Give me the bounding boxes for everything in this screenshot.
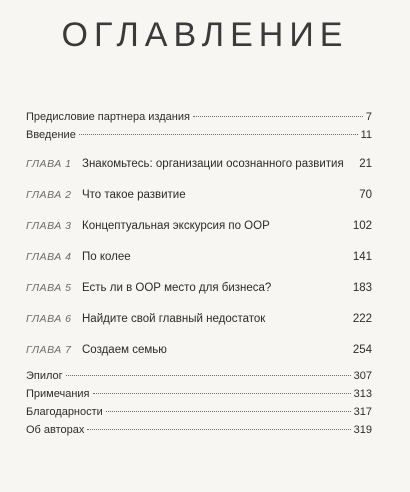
chapter-page: 222 (352, 313, 372, 325)
toc-chapter-7 (26, 343, 372, 357)
toc-entry-page: 7 (365, 111, 372, 123)
chapter-page: 21 (359, 158, 372, 170)
chapter-title: Есть ли в ООР место для бизнеса? (82, 282, 272, 294)
toc-chapter-3 (26, 219, 372, 233)
toc-entry-notes (26, 387, 372, 401)
toc-entry-label: Введение (26, 129, 76, 141)
toc-entry-about-authors (26, 423, 372, 437)
toc-entry-acknowledgements (26, 405, 372, 419)
chapter-title: Знакомьтесь: организации осознанного развития (82, 158, 344, 170)
leader-dots (87, 429, 350, 430)
toc-entry-page: 317 (353, 406, 372, 418)
toc-chapter-6 (26, 312, 372, 326)
toc-entry-introduction (26, 128, 372, 142)
toc-entry-label: Эпилог (26, 370, 63, 382)
chapter-number: ГЛАВА 5 (26, 282, 72, 294)
toc-chapter-4 (26, 250, 372, 264)
toc-entry-label: Примечания (26, 388, 90, 400)
toc-entry-label: Предисловие партнера издания (26, 111, 190, 123)
leader-dots (106, 411, 351, 412)
chapter-number: ГЛАВА 3 (26, 220, 72, 232)
chapter-page: 254 (352, 344, 372, 356)
chapter-number: ГЛАВА 1 (26, 158, 72, 170)
chapter-title: Концептуальная экскурсия по ООР (82, 220, 270, 232)
toc-entry-page: 319 (353, 424, 372, 436)
leader-dots (193, 116, 363, 117)
toc-entry-label: Благодарности (26, 406, 103, 418)
chapter-number: ГЛАВА 4 (26, 251, 72, 263)
toc-chapter-1 (26, 157, 372, 171)
chapter-title: Что такое развитие (82, 189, 186, 201)
chapter-number: ГЛАВА 6 (26, 313, 72, 325)
toc-entry-page: 307 (353, 370, 372, 382)
toc-entry-page: 313 (353, 388, 372, 400)
chapter-page: 70 (359, 189, 372, 201)
toc-entry-foreword (26, 110, 372, 124)
toc-chapter-5 (26, 281, 372, 295)
chapter-title: Найдите свой главный недостаток (82, 313, 266, 325)
chapter-number: ГЛАВА 2 (26, 189, 72, 201)
chapter-page: 141 (352, 251, 372, 263)
chapter-page: 183 (352, 282, 372, 294)
leader-dots (79, 134, 358, 135)
leader-dots (93, 393, 351, 394)
toc-entry-page: 11 (360, 129, 372, 141)
toc-entry-label: Об авторах (26, 424, 85, 436)
chapter-number: ГЛАВА 7 (26, 344, 72, 356)
page-title: ОГЛАВЛЕНИЕ (61, 16, 349, 54)
toc-entry-epilogue (26, 369, 372, 383)
chapter-title: По колее (82, 251, 131, 263)
chapter-page: 102 (352, 220, 372, 232)
chapter-title: Создаем семью (82, 344, 167, 356)
toc-chapter-2 (26, 188, 372, 202)
leader-dots (66, 375, 351, 376)
